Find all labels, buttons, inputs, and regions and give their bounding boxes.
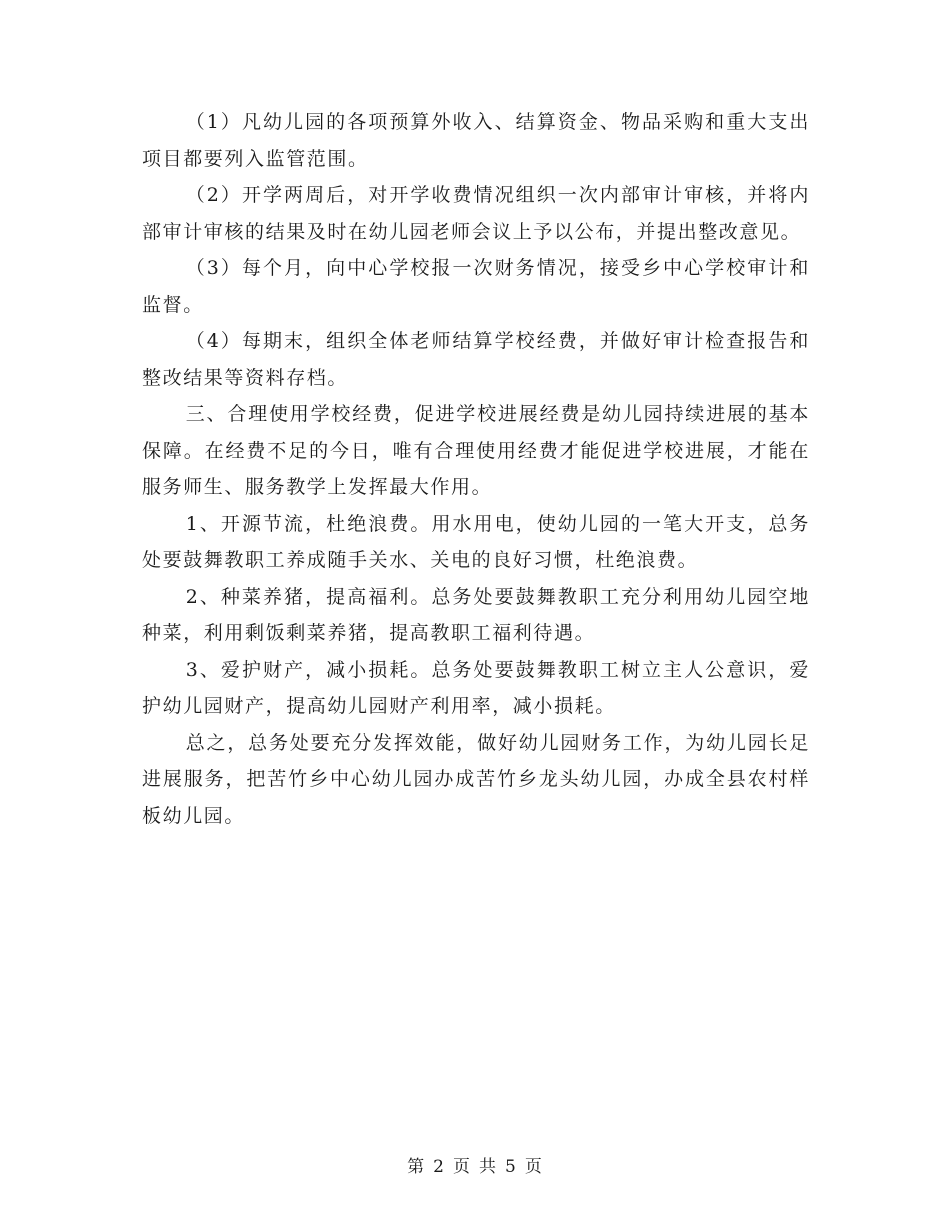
paragraph: 总之，总务处要充分发挥效能，做好幼儿园财务工作，为幼儿园长足进展服务，把苦竹乡中心幼儿园办成苦竹乡龙头幼儿园，办成全县农村样板幼儿园。 [142, 731, 810, 827]
footer-page-word: 页 [453, 1157, 471, 1177]
footer-total-word: 共 [479, 1157, 497, 1177]
document-body [142, 104, 810, 834]
footer-prefix: 第 [407, 1157, 426, 1177]
paragraph: 2、种菜养猪，提高福利。总务处要鼓舞教职工充分利用幼儿园空地种菜，利用剩饭剩菜养猪，提高教职工福利待遇。 [142, 585, 810, 644]
footer-current-page: 2 [433, 1157, 445, 1177]
paragraph: （2）开学两周后，对开学收费情况组织一次内部审计审核，并将内部审计审核的结果及时在幼儿园老师会议上予以公布，并提出整改意见。 [142, 184, 810, 243]
footer-total-pages: 5 [505, 1157, 517, 1177]
page-number-footer [0, 1152, 950, 1177]
paragraph: （4）每期末，组织全体老师结算学校经费，并做好审计检查报告和整改结果等资料存档。 [142, 330, 810, 389]
paragraph: （3）每个月，向中心学校报一次财务情况，接受乡中心学校审计和监督。 [142, 257, 810, 316]
paragraph: 3、爱护财产，减小损耗。总务处要鼓舞教职工树立主人公意识，爱护幼儿园财产，提高幼儿园财产利用率，减小损耗。 [142, 658, 810, 717]
footer-suffix: 页 [524, 1157, 543, 1177]
paragraph: （1）凡幼儿园的各项预算外收入、结算资金、物品采购和重大支出项目都要列入监管范围。 [142, 111, 810, 170]
paragraph: 1、开源节流，杜绝浪费。用水用电，使幼儿园的一笔大开支，总务处要鼓舞教职工养成随手关水、关电的良好习惯，杜绝浪费。 [142, 512, 810, 571]
paragraph: 三、合理使用学校经费，促进学校进展经费是幼儿园持续进展的基本保障。在经费不足的今日，唯有合理使用经费才能促进学校进展，才能在服务师生、服务教学上发挥最大作用。 [142, 403, 810, 498]
